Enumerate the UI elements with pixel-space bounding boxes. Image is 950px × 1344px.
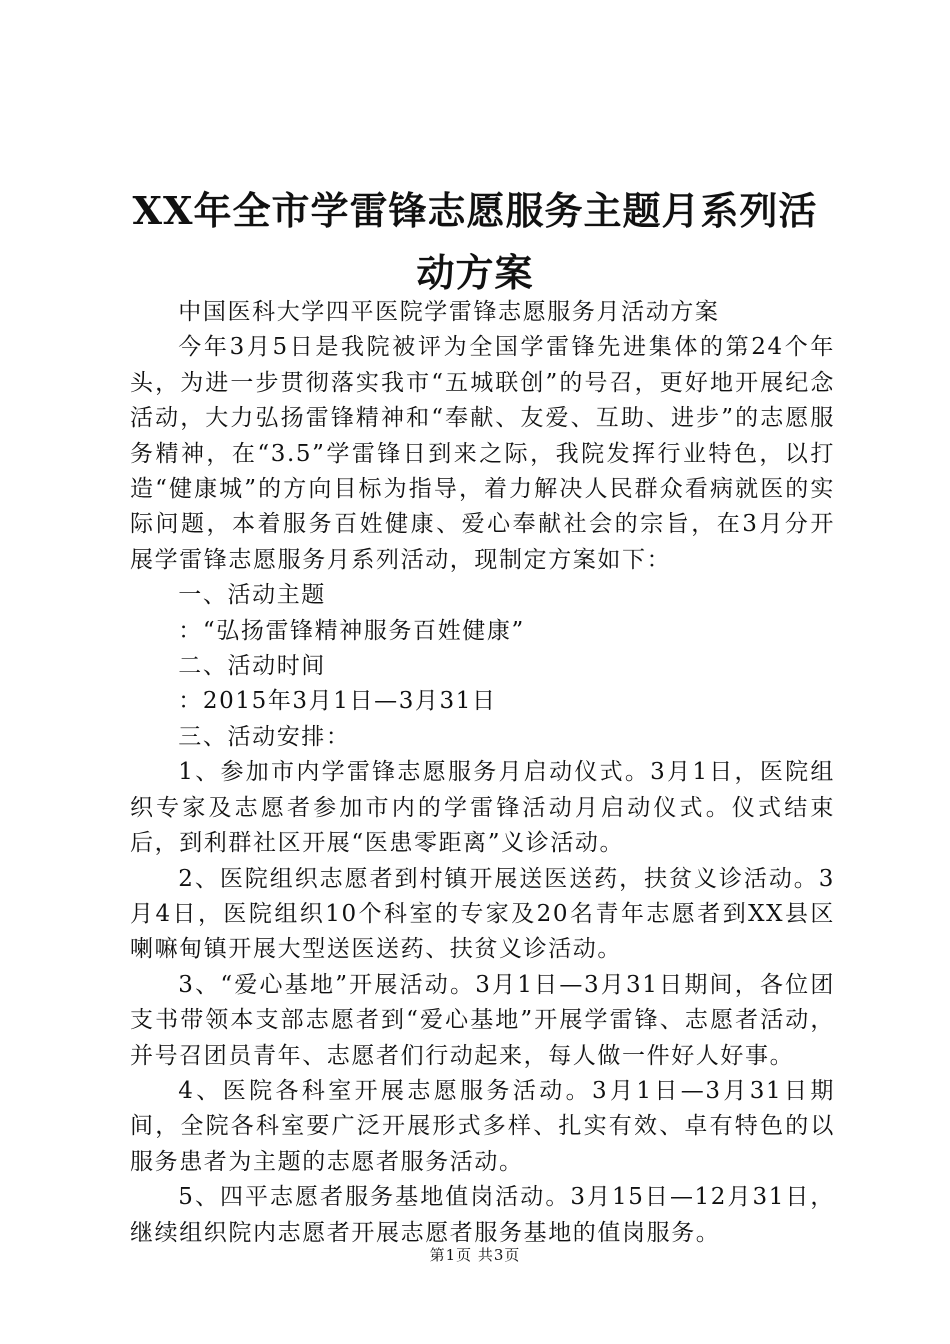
section-heading-theme: 一、活动主题 (178, 582, 326, 609)
paragraph-item-5: 5、四平志愿者服务基地值岗活动。3月15日—12月31日，继续组织院内志愿者开展志愿者服务基地的值岗服务。 (130, 1184, 835, 1246)
paragraph-theme: ：“弘扬雷锋精神服务百姓健康” (178, 617, 525, 644)
paragraph-item-2: 2、医院组织志愿者到村镇开展送医送药，扶贫义诊活动。3月4日，医院组织10个科室的专家及20名青年志愿者到XX县区喇嘛甸镇开展大型送医送药、扶贫义诊活动。 (130, 865, 835, 963)
paragraph-subtitle: 中国医科大学四平医院学雷锋志愿服务月活动方案 (178, 299, 720, 325)
document-body (130, 295, 835, 1251)
paragraph-item-3: 3、“爱心基地”开展活动。3月1日—3月31日期间，各位团支书带领本支部志愿者到“爱心基地”开展学雷锋、志愿者活动，并号召团员青年、志愿者们行动起来，每人做一件好人好事。 (130, 971, 835, 1069)
paragraph-item-1: 1、参加市内学雷锋志愿服务月启动仪式。3月1日，医院组织专家及志愿者参加市内的学雷锋活动月启动仪式。仪式结束后，到利群社区开展“医患零距离”义诊活动。 (130, 759, 835, 857)
document-title: XX年全市学雷锋志愿服务主题月系列活动方案 (132, 188, 818, 295)
page-footer: 第1页 共3页 (429, 1246, 521, 1264)
paragraph-time: ：2015年3月1日—3月31日 (178, 688, 497, 715)
paragraph-intro: 今年3月5日是我院被评为全国学雷锋先进集体的第24个年头，为进一步贯彻落实我市“五城联创”的号召，更好地开展纪念活动，大力弘扬雷锋精神和“奉献、友爱、互助、进步”的志愿服务精神，在“3.5”学雷锋日到来之际，我院发挥行业特色，以打造“健康城”的方向目标为指导，着力解决人民群众看病就医的实际问题，本着服务百姓健康、爱心奉献社会的宗旨，在3月分开展学雷锋志愿服务月系列活动，现制定方案如下： (130, 334, 835, 573)
paragraph-item-4: 4、医院各科室开展志愿服务活动。3月1日—3月31日期间，全院各科室要广泛开展形式多样、扎实有效、卓有特色的以服务患者为主题的志愿者服务活动。 (130, 1077, 835, 1175)
section-heading-time: 二、活动时间 (178, 653, 326, 680)
section-heading-arrangement: 三、活动安排： (178, 723, 351, 750)
